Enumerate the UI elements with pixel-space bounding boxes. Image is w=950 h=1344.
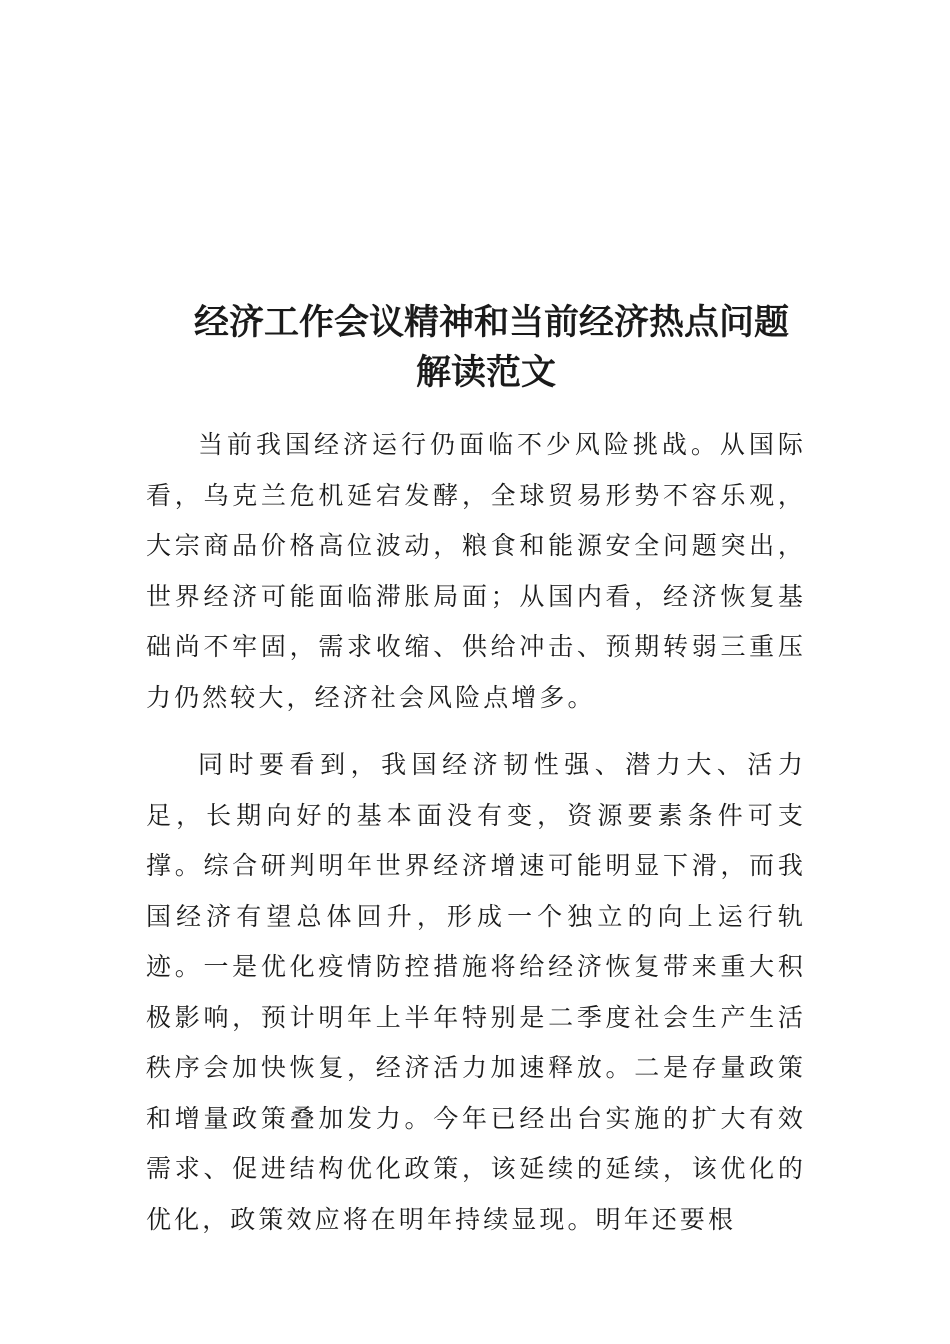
document-body: [146, 420, 806, 1245]
title-line-2: 解读范文: [415, 352, 556, 393]
paragraph-1: 当前我国经济运行仍面临不少风险挑战。从国际看，乌克兰危机延宕发酵，全球贸易形势不容乐观，大宗商品价格高位波动，粮食和能源安全问题突出，世界经济可能面临滞胀局面；从国内看，经济恢复基础尚不牢固，需求收缩、供给冲击、预期转弱三重压力仍然较大，经济社会风险点增多。: [146, 430, 806, 712]
document-title: [146, 298, 806, 398]
paragraph-2: 同时要看到，我国经济韧性强、潜力大、活力足，长期向好的基本面没有变，资源要素条件可支撑。综合研判明年世界经济增速可能明显下滑，而我国经济有望总体回升，形成一个独立的向上运行轨迹。一是优化疫情防控措施将给经济恢复带来重大积极影响，预计明年上半年特别是二季度社会生产生活秩序会加快恢复，经济活力加速释放。二是存量政策和增量政策叠加发力。今年已经出台实施的扩大有效需求、促进结构优化政策，该延续的延续，该优化的优化，政策效应将在明年持续显现。明年还要根: [146, 750, 806, 1234]
title-line-1: 经济工作会议精神和当前经济热点问题: [194, 302, 790, 343]
